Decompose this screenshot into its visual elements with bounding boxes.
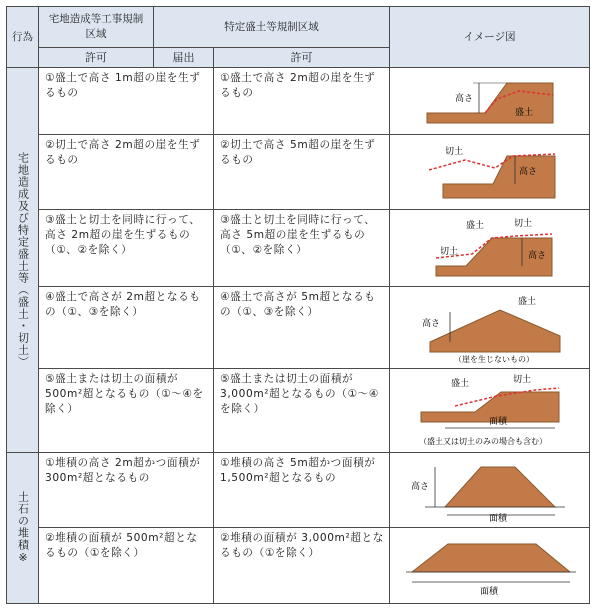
row-5-residential-text: ⑤盛土または切土の面積が 500m²超となるもの（①～④を除く） — [45, 373, 204, 415]
row-4-image — [389, 286, 590, 369]
row-3-specified — [213, 209, 390, 287]
row-3-residential — [38, 209, 214, 287]
row-6-specified-text: ①堆積の高さ 5m超かつ面積が 1,500m²超となるもの — [220, 457, 376, 484]
row-4-residential — [38, 286, 214, 369]
header-act-label: 行為 — [12, 30, 33, 43]
row-7-residential — [38, 527, 214, 604]
kirido-label-2: 切土 — [439, 247, 458, 257]
row-6-residential-text: ①堆積の高さ 2m超かつ面積が 300m²超となるもの — [45, 457, 201, 484]
kirido-label: 切土 — [444, 147, 463, 157]
takasa-label: 高さ — [454, 94, 473, 104]
takasa-label: 高さ — [421, 318, 440, 329]
row-7-specified — [213, 527, 390, 604]
row-1-residential — [38, 67, 214, 135]
row-6-specified — [213, 452, 390, 528]
fill-or-cut-note: （盛土又は切土のみの場合も含む） — [418, 436, 547, 446]
row-4-residential-text: ④盛土で高さが 2m超となるもの（①、③を除く） — [45, 291, 201, 318]
row-1-image — [389, 67, 590, 135]
row-5-residential — [38, 368, 214, 453]
morido-label: 盛土 — [465, 221, 484, 231]
header-residential — [38, 6, 154, 48]
row-2-image — [389, 134, 590, 210]
morido-label: 盛土 — [517, 296, 536, 307]
header-specified-label: 特定盛土等規制区域 — [224, 20, 319, 33]
row-5-specified — [213, 368, 390, 453]
row-2-specified-text: ②切土で高さ 5m超の崖を生ずるもの — [220, 139, 376, 166]
area-diagram — [405, 372, 575, 450]
row-6-residential — [38, 452, 214, 528]
row-5-specified-text: ⑤盛土または切土の面積が 3,000m²超となるもの（①～④を除く） — [220, 373, 379, 415]
row-7-residential-text: ②堆積の面積が 500m²超となるもの（①を除く） — [45, 532, 198, 559]
takasa-label: 高さ — [527, 251, 546, 261]
side-group-1 — [6, 67, 39, 453]
row-7-specified-text: ②堆積の面積が 3,000m²超となるもの（①を除く） — [220, 532, 384, 559]
row-1-residential-text: ①盛土で高さ 1m超の崖を生ずるもの — [45, 72, 201, 99]
subheader-notify — [153, 47, 214, 68]
row-4-specified-text: ④盛土で高さが 5m超となるもの（①、③を除く） — [220, 291, 376, 318]
no-cliff-note: （崖を生じないもの） — [453, 354, 534, 364]
kirido-label: 切土 — [512, 374, 531, 385]
row-7-image — [389, 527, 590, 604]
morido-label: 盛土 — [450, 378, 469, 389]
header-specified — [153, 6, 390, 48]
row-3-image — [389, 209, 590, 287]
menseki-label: 面積 — [479, 586, 498, 597]
row-2-residential-text: ②切土で高さ 2m超の崖を生ずるもの — [45, 139, 201, 166]
cut-slope-diagram — [415, 140, 565, 204]
kirido-label: 切土 — [513, 219, 532, 229]
subheader-permit-residential-label: 許可 — [85, 51, 107, 64]
header-act — [6, 6, 39, 68]
row-1-specified-text: ①盛土で高さ 2m超の崖を生ずるもの — [220, 72, 376, 99]
row-3-specified-text: ③盛土と切土を同時に行って、高さ 5m超の崖を生ずるもの（①、②を除く） — [220, 214, 376, 256]
stockpile-diagram — [405, 457, 575, 523]
morido-label: 盛土 — [514, 108, 533, 118]
row-6-image — [389, 452, 590, 528]
menseki-label: 面積 — [488, 416, 507, 427]
row-4-specified — [213, 286, 390, 369]
menseki-label: 面積 — [488, 514, 507, 523]
takasa-label: 高さ — [518, 167, 537, 177]
subheader-permit-specified-label: 許可 — [290, 51, 313, 64]
side-group-1-label: 宅地造成及び特定盛土等（盛土・切土） — [16, 152, 30, 368]
subheader-permit-specified — [213, 47, 390, 68]
fill-slope-diagram — [415, 73, 565, 129]
header-image — [389, 6, 590, 68]
side-group-2-label: 土石の堆積※ — [16, 491, 30, 565]
side-group-2 — [6, 452, 39, 604]
takasa-label: 高さ — [410, 482, 429, 492]
wide-stockpile-diagram — [400, 532, 580, 600]
row-2-residential — [38, 134, 214, 210]
mound-diagram — [410, 292, 570, 364]
row-5-image — [389, 368, 590, 453]
subheader-permit-residential — [38, 47, 154, 68]
fill-and-cut-diagram — [412, 214, 568, 282]
subheader-notify-label: 届出 — [172, 51, 195, 64]
row-2-specified — [213, 134, 390, 210]
row-1-specified — [213, 67, 390, 135]
header-residential-label: 宅地造成等工事規制区域 — [48, 13, 144, 40]
header-image-label: イメージ図 — [463, 30, 516, 43]
row-3-residential-text: ③盛土と切土を同時に行って、高さ 2m超の崖を生ずるもの（①、②を除く） — [45, 214, 201, 256]
